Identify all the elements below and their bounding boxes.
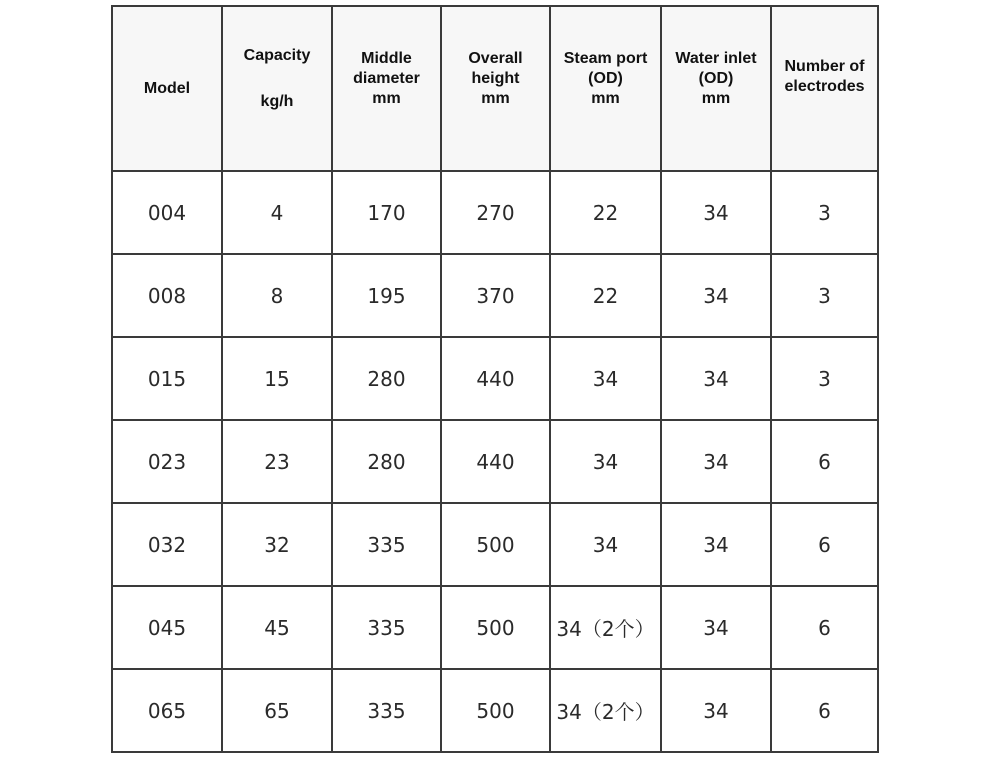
table-row	[112, 586, 878, 669]
header-overall-height-line-1: Overall	[468, 49, 523, 67]
cell-electrodes: 6	[771, 420, 878, 503]
cell-middle-diameter: 195	[332, 254, 441, 337]
cell-steam-port: 34	[550, 337, 661, 420]
cell-model: 004	[112, 171, 222, 254]
header-overall-height-line-2: height	[471, 69, 520, 87]
cell-middle-diameter: 335	[332, 503, 441, 586]
cell-electrodes: 6	[771, 586, 878, 669]
cell-overall-height: 500	[441, 503, 550, 586]
cell-model: 045	[112, 586, 222, 669]
cell-electrodes: 6	[771, 669, 878, 752]
cell-overall-height: 500	[441, 586, 550, 669]
header-electrodes-line-1: Number of	[784, 57, 865, 75]
cell-steam-port: 34（2个）	[550, 586, 661, 669]
header-overall-height	[441, 6, 550, 171]
cell-steam-port: 34	[550, 420, 661, 503]
cell-capacity: 8	[222, 254, 332, 337]
header-capacity-line-1: Capacity	[243, 46, 311, 64]
header-middle-diameter	[332, 6, 441, 171]
cell-water-inlet: 34	[661, 337, 771, 420]
cell-water-inlet: 34	[661, 669, 771, 752]
header-water-inlet	[661, 6, 771, 171]
cell-model: 015	[112, 337, 222, 420]
cell-electrodes: 3	[771, 171, 878, 254]
header-middle-diameter-line-2: diameter	[353, 69, 420, 87]
header-middle-diameter-line-3: mm	[372, 89, 401, 107]
header-steam-port-line-1: Steam port	[563, 49, 648, 67]
cell-middle-diameter: 335	[332, 669, 441, 752]
header-steam-port-line-3: mm	[591, 89, 620, 107]
cell-capacity: 15	[222, 337, 332, 420]
cell-capacity: 45	[222, 586, 332, 669]
cell-capacity: 65	[222, 669, 332, 752]
cell-electrodes: 6	[771, 503, 878, 586]
spec-table-container	[111, 5, 877, 750]
header-electrodes-line-2: electrodes	[784, 77, 865, 95]
cell-overall-height: 500	[441, 669, 550, 752]
table-row	[112, 669, 878, 752]
cell-steam-port: 34	[550, 503, 661, 586]
cell-capacity: 32	[222, 503, 332, 586]
table-row	[112, 503, 878, 586]
cell-capacity: 23	[222, 420, 332, 503]
electrode-humidifier-spec-table	[111, 5, 879, 753]
cell-water-inlet: 34	[661, 420, 771, 503]
cell-water-inlet: 34	[661, 171, 771, 254]
cell-middle-diameter: 280	[332, 337, 441, 420]
header-water-inlet-line-2: (OD)	[698, 69, 734, 87]
header-water-inlet-line-1: Water inlet	[675, 49, 757, 67]
cell-overall-height: 440	[441, 337, 550, 420]
header-number-of-electrodes	[771, 6, 878, 171]
cell-middle-diameter: 170	[332, 171, 441, 254]
cell-overall-height: 440	[441, 420, 550, 503]
header-steam-port	[550, 6, 661, 171]
header-water-inlet-line-3: mm	[701, 89, 731, 107]
cell-electrodes: 3	[771, 337, 878, 420]
cell-capacity: 4	[222, 171, 332, 254]
header-steam-port-line-2: (OD)	[588, 69, 623, 87]
table-row	[112, 171, 878, 254]
cell-water-inlet: 34	[661, 586, 771, 669]
header-capacity-line-2: kg/h	[260, 92, 294, 110]
cell-overall-height: 370	[441, 254, 550, 337]
cell-model: 008	[112, 254, 222, 337]
table-row	[112, 254, 878, 337]
header-model	[112, 6, 222, 171]
cell-middle-diameter: 280	[332, 420, 441, 503]
cell-steam-port: 22	[550, 254, 661, 337]
header-model-line-1: Model	[143, 79, 191, 97]
header-overall-height-line-3: mm	[481, 89, 510, 107]
cell-middle-diameter: 335	[332, 586, 441, 669]
cell-electrodes: 3	[771, 254, 878, 337]
header-capacity	[222, 6, 332, 171]
cell-overall-height: 270	[441, 171, 550, 254]
header-capacity-gap	[223, 66, 331, 92]
cell-water-inlet: 34	[661, 254, 771, 337]
cell-model: 065	[112, 669, 222, 752]
cell-steam-port: 22	[550, 171, 661, 254]
table-row	[112, 337, 878, 420]
cell-model: 023	[112, 420, 222, 503]
cell-steam-port: 34（2个）	[550, 669, 661, 752]
cell-model: 032	[112, 503, 222, 586]
cell-water-inlet: 34	[661, 503, 771, 586]
table-row	[112, 420, 878, 503]
table-header-row	[112, 6, 878, 171]
header-middle-diameter-line-1: Middle	[361, 49, 412, 67]
